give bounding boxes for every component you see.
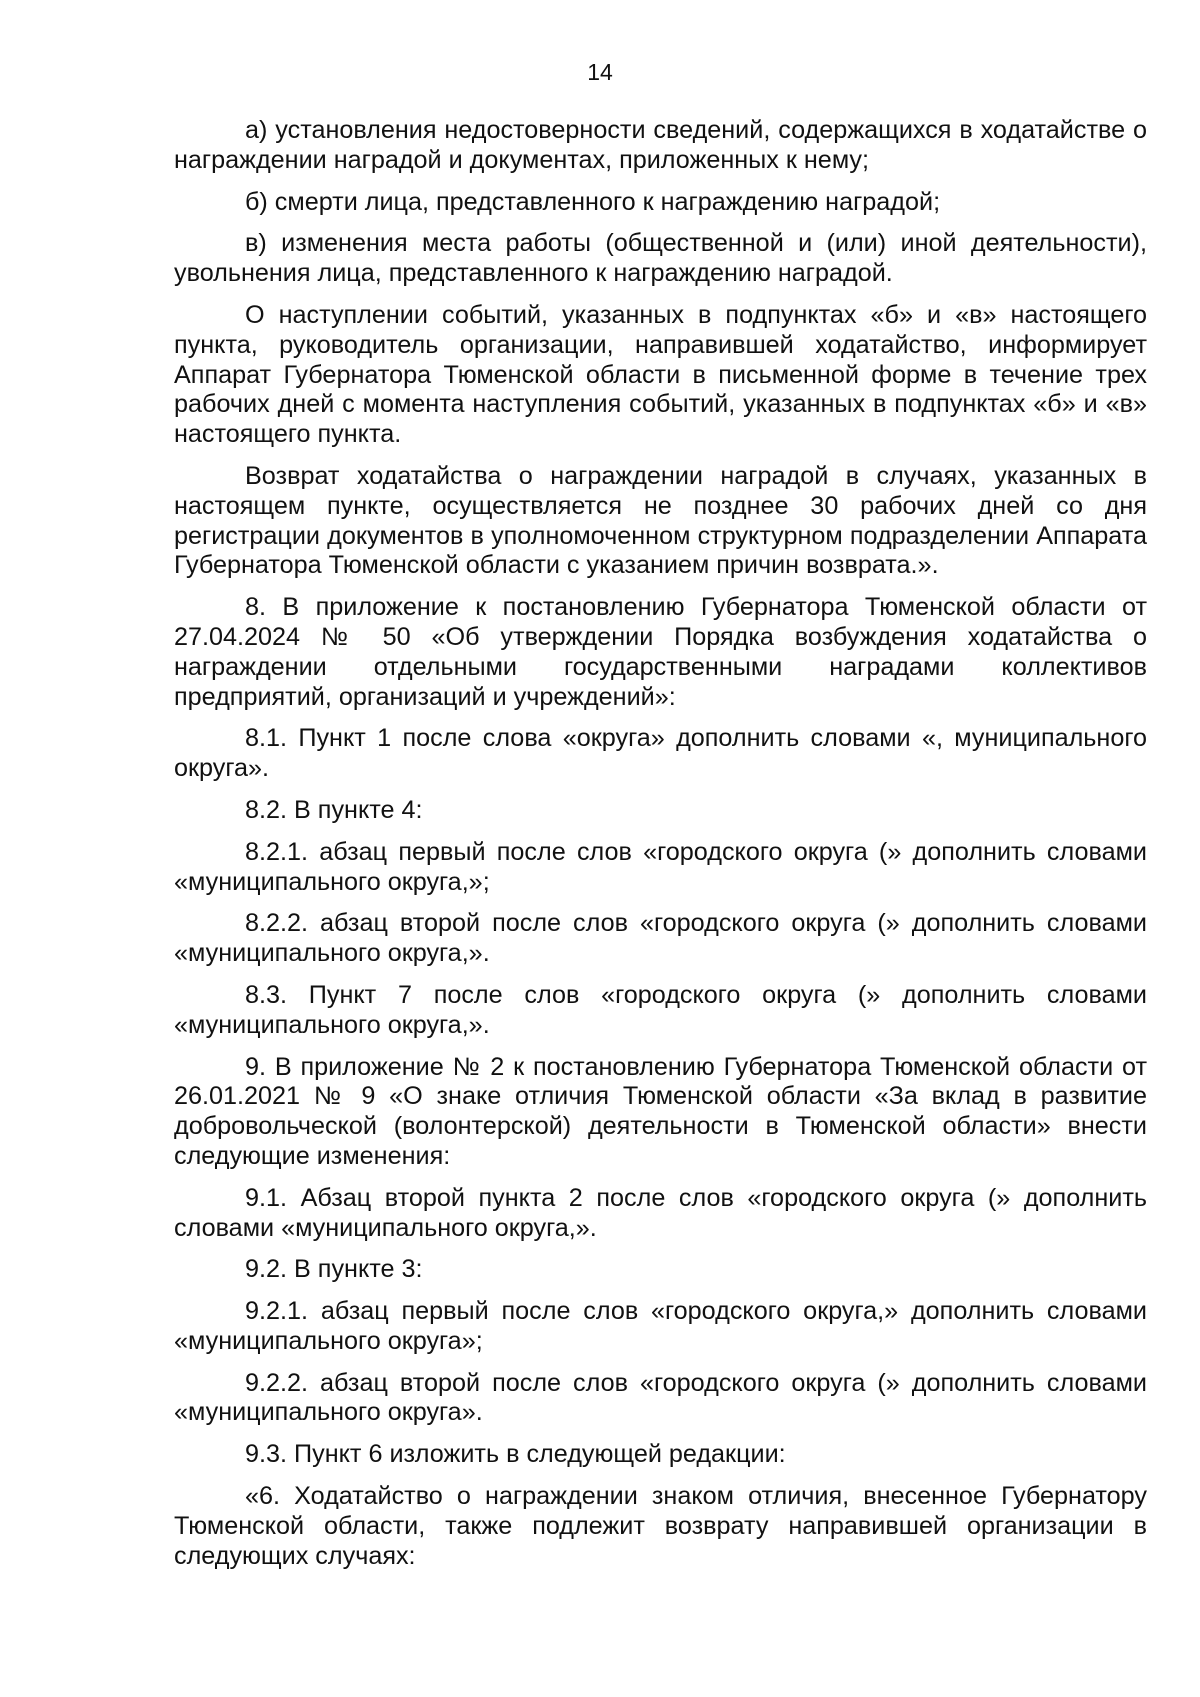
paragraph: 8.1. Пункт 1 после слова «округа» дополнить словами «, муниципального округа». — [174, 724, 1147, 783]
paragraph: 8. В приложение к постановлению Губернатора Тюменской области от 27.04.2024 № 50 «Об утверждении Порядка возбуждения ходатайства о награждении отдельными государственными наградами коллективов предприятий, организаций и учреждений»: — [174, 593, 1147, 711]
paragraph: «6. Ходатайство о награждении знаком отличия, внесенное Губернатору Тюменской области, также подлежит возврату направившей организации в следующих случаях: — [174, 1482, 1147, 1570]
paragraph: в) изменения места работы (общественной и (или) иной деятельности), увольнения лица, представленного к награждению наградой. — [174, 229, 1147, 288]
paragraph: б) смерти лица, представленного к награждению наградой; — [245, 187, 941, 216]
paragraph: 9.1. Абзац второй пункта 2 после слов «городского округа (» дополнить словами «муниципального округа,». — [174, 1183, 1147, 1242]
document-body — [174, 116, 1147, 1583]
paragraph: 8.2.1. абзац первый после слов «городского округа (» дополнить словами «муниципального округа,»; — [174, 837, 1147, 896]
paragraph: 9.2.1. абзац первый после слов «городского округа,» дополнить словами «муниципального округа»; — [174, 1297, 1147, 1355]
paragraph: 8.3. Пункт 7 после слов «городского округа (» дополнить словами «муниципального округа,». — [174, 980, 1147, 1039]
paragraph: 9.2.2. абзац второй после слов «городского округа (» дополнить словами «муниципального округа». — [174, 1368, 1147, 1427]
paragraph: 9. В приложение № 2 к постановлению Губернатора Тюменской области от 26.01.2021 № 9 «О знаке отличия Тюменской области «За вклад в развитие добровольческой (волонтерской) деятельности в Тюменской области» внести следующие изменения: — [174, 1052, 1147, 1170]
paragraph: 9.3. Пункт 6 изложить в следующей редакции: — [245, 1440, 786, 1469]
paragraph: 8.2. В пункте 4: — [245, 795, 423, 824]
paragraph: Возврат ходатайства о награждении наградой в случаях, указанных в настоящем пункте, осуществляется не позднее 30 рабочих дней со дня регистрации документов в уполномоченном структурном подразделении Аппарата Губернатора Тюменской области с указанием причин возврата.». — [174, 461, 1147, 580]
paragraph: а) установления недостоверности сведений, содержащихся в ходатайстве о награждении наградой и документах, приложенных к нему; — [174, 116, 1147, 174]
page-number: 14 — [587, 59, 613, 85]
paragraph: О наступлении событий, указанных в подпунктах «б» и «в» настоящего пункта, руководитель организации, направившей ходатайство, информирует Аппарат Губернатора Тюменской области в письменной форме в течение трех рабочих дней с момента наступления событий, указанных в подпунктах «б» и «в» настоящего пункта. — [174, 300, 1147, 449]
paragraph: 9.2. В пункте 3: — [245, 1255, 423, 1284]
paragraph: 8.2.2. абзац второй после слов «городского округа (» дополнить словами «муниципального округа,». — [174, 909, 1147, 968]
